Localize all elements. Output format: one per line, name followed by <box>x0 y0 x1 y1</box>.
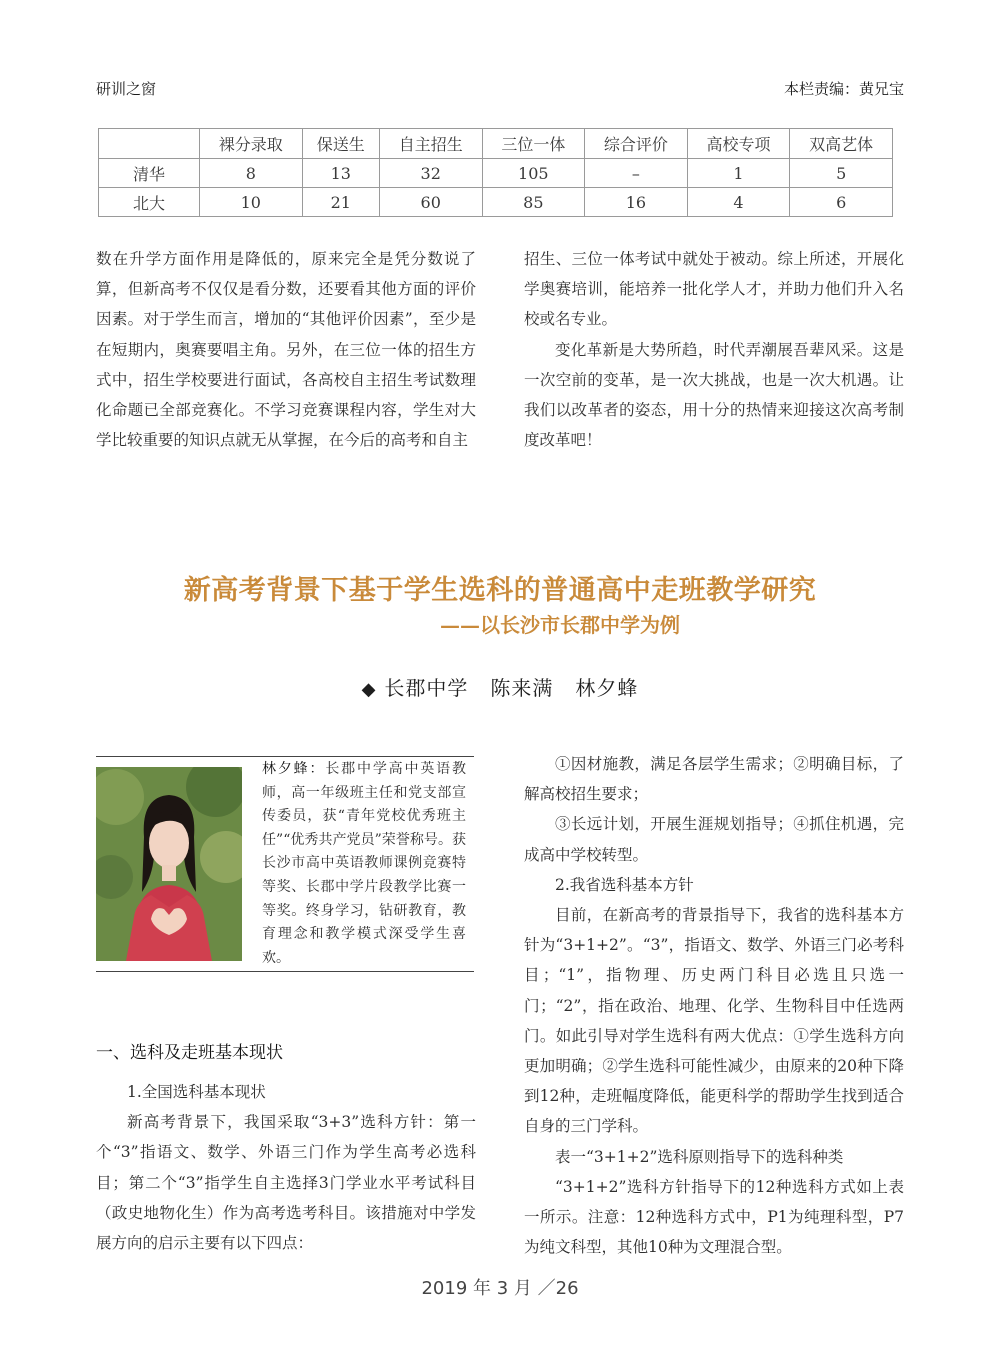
table-header-row <box>99 129 893 159</box>
table-cell: 32 <box>379 159 482 188</box>
table-cell: 10 <box>200 188 303 217</box>
page-footer: 2019 年 3 月 ／26 <box>421 1278 579 1299</box>
divider <box>96 756 474 757</box>
article-subtitle: ——以长沙市长郡中学为例 <box>440 613 680 637</box>
table-caption: 表一“3+1+2”选科原则指导下的选科种类 <box>555 1147 844 1166</box>
table-header-cell: 综合评价 <box>585 129 688 159</box>
top-right-column <box>524 244 904 455</box>
author-bio <box>262 758 466 970</box>
table-header-cell: 高校专项 <box>687 129 790 159</box>
table-cell: 4 <box>687 188 790 217</box>
article-title: 新高考背景下基于学生选科的普通高中走班教学研究 <box>183 575 817 606</box>
admissions-table <box>98 128 893 217</box>
table-cell: 13 <box>302 159 379 188</box>
bottom-left-column <box>96 1077 476 1258</box>
paragraph: “3+1+2”选科方针指导下的12种选科方式如上表一所示。注意：12种选科方式中，P1为纯理科型，P7为纯文科型，其他10种为文理混合型。 <box>524 1177 904 1257</box>
table-cell: 105 <box>482 159 585 188</box>
bio-name: 林夕蜂： <box>262 761 326 777</box>
author-name: 林夕蜂 <box>575 676 639 700</box>
paragraph: 变化革新是大势所趋，时代弄潮展吾辈风采。这是一次空前的变革，是一次大挑战，也是一次大机遇。让我们以改革者的姿态，用十分的热情来迎接这次高考制度改革吧！ <box>524 340 904 450</box>
section-heading: 一、选科及走班基本现状 <box>96 1043 283 1063</box>
table-cell: 1 <box>687 159 790 188</box>
paragraph: 招生、三位一体考试中就处于被动。综上所述，开展化学奥赛培训，能培养一批化学人才，并助力他们升入名校或名专业。 <box>524 250 904 329</box>
table-cell: 85 <box>482 188 585 217</box>
paragraph: 数在升学方面作用是降低的，原来完全是凭分数说了算，但新高考不仅仅是看分数，还要看其他方面的评价因素。对于学生而言，增加的“其他评价因素”，至少是在短期内，奥赛要唱主角。另外，在三位一体的招生方式中，招生学校要进行面试，各高校自主招生考试数理化命题已全部竞赛化。不学习竞赛课程内容，学生对大学比较重要的知识点就无从掌握，在今后的高考和自主 <box>96 250 476 450</box>
bottom-right-column <box>524 749 904 1262</box>
paragraph: ③长远计划，开展生涯规划指导；④抓住机遇，完成高中学校转型。 <box>524 815 904 864</box>
table-cell: 北大 <box>99 188 200 217</box>
table-cell: 60 <box>379 188 482 217</box>
table-cell: 6 <box>790 188 893 217</box>
paragraph: 新高考背景下，我国采取“3+3”选科方针：第一个“3”指语文、数学、外语三门作为学生高考必选科目；第二个“3”指学生自主选择3门学业水平考试科目（政史地物化生）作为高考选考科目。该措施对中学发展方向的启示主要有以下四点： <box>96 1113 476 1253</box>
table-cell: 清华 <box>99 159 200 188</box>
paragraph: 目前，在新高考的背景指导下，我省的选科基本方针为“3+1+2”。“3”，指语文、数学、外语三门必考科目；“1”，指物理、历史两门科目必选且只选一门；“2”，指在政治、地理、化学、生物科目中任选两门。如此引导对学生选科有两大优点：①学生选科方向更加明确；②学生选科可能性减少，由原来的20种下降到12种，走班幅度降低，能更科学的帮助学生找到适合自身的三门学科。 <box>524 906 904 1136</box>
table-cell: – <box>585 159 688 188</box>
table-cell: 21 <box>302 188 379 217</box>
table-row <box>99 188 893 217</box>
table-cell: 16 <box>585 188 688 217</box>
table-header-cell: 三位一体 <box>482 129 585 159</box>
paragraph: ①因材施教，满足各层学生需求；②明确目标，了解高校招生要求； <box>524 755 904 804</box>
table-row <box>99 159 893 188</box>
author-photo <box>96 767 242 961</box>
subheading: 1.全国选科基本现状 <box>127 1083 266 1101</box>
diamond-icon: ◆ <box>361 679 377 700</box>
table-header-cell: 裸分录取 <box>200 129 303 159</box>
header-section-name: 研训之窗 <box>96 80 157 98</box>
table-header-cell: 双高艺体 <box>790 129 893 159</box>
table-header-cell <box>99 129 200 159</box>
table-header-cell: 自主招生 <box>379 129 482 159</box>
header-editor: 本栏责编：黄兄宝 <box>783 80 904 98</box>
table-cell: 8 <box>200 159 303 188</box>
table-cell: 5 <box>790 159 893 188</box>
author-line <box>0 672 1000 701</box>
subheading: 2.我省选科基本方针 <box>555 875 694 894</box>
author-school: 长郡中学 <box>384 676 469 700</box>
author-name: 陈来满 <box>490 676 554 700</box>
divider <box>96 971 474 972</box>
bio-text: 长郡中学高中英语教师，高一年级班主任和党支部宣传委员，获“青年党校优秀班主任”“优秀共产党员”荣誉称号。获长沙市高中英语教师课例竞赛特等奖、长郡中学片段教学比赛一等奖。终身学习，钻研教育，教育理念和教学模式深受学生喜欢。 <box>262 761 467 966</box>
table-header-cell: 保送生 <box>302 129 379 159</box>
top-left-column <box>96 244 476 455</box>
